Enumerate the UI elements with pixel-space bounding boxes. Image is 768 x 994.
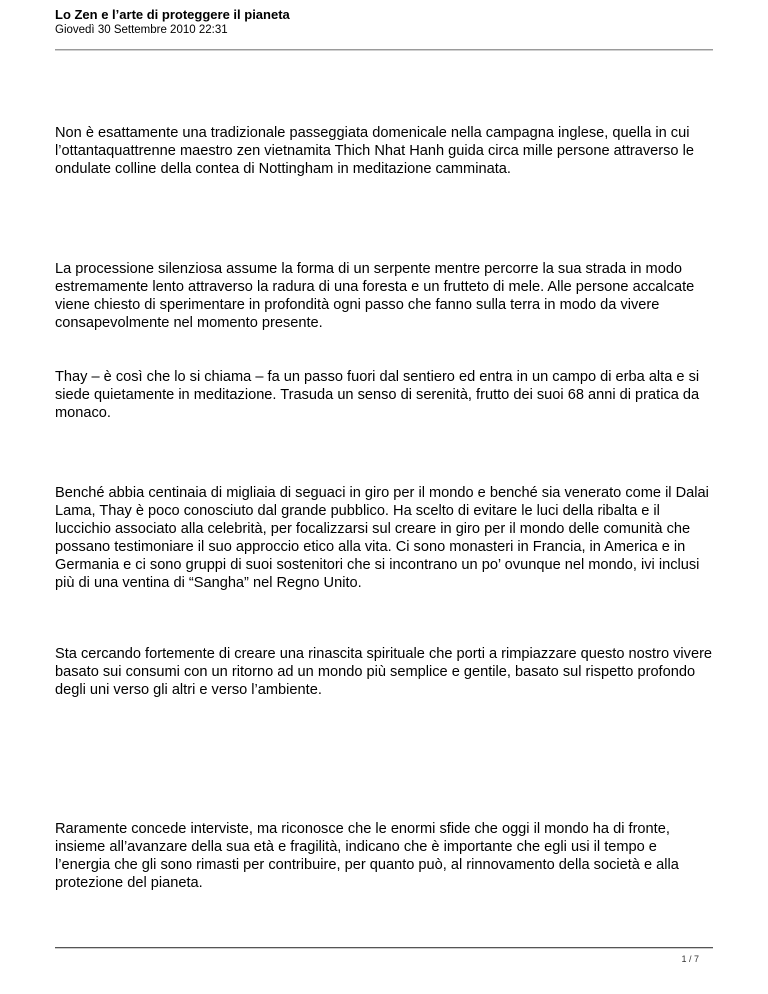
article-paragraph-5: Sta cercando fortemente di creare una rinascita spirituale che porti a rimpiazzare questo nostro vivere basato sui consumi con un ritorno ad un mondo più semplice e gentile, basato sul rispetto profondo degli uni verso gli altri e verso l’ambiente. bbox=[55, 646, 713, 698]
document-title: Lo Zen e l’arte di proteggere il pianeta bbox=[55, 7, 290, 22]
article-paragraph-4: Benché abbia centinaia di migliaia di seguaci in giro per il mondo e benché sia venerato come il Dalai Lama, Thay è poco conosciuto dal grande pubblico. Ha scelto di evitare le luci della ribalta e il luccichio associato alla celebrità, per focalizzarsi sul creare in giro per il mondo delle comunità che possano testimoniare il suo approccio etico alla vita. Ci sono monasteri in Francia, in America e in Germania e ci sono gruppi di suoi sostenitori che si incontrano un po’ ovunque nel mondo, ivi inclusi più di una ventina di “Sangha” nel Regno Unito. bbox=[55, 485, 709, 591]
page-number: 1 / 7 bbox=[681, 954, 699, 964]
article-paragraph-3: Thay – è così che lo si chiama – fa un passo fuori dal sentiero ed entra in un campo di erba alta e si siede quietamente in meditazione. Trasuda un senso di serenità, frutto dei suoi 68 anni di pratica da monaco. bbox=[55, 369, 700, 421]
page-header bbox=[55, 6, 713, 38]
header-divider bbox=[55, 49, 713, 51]
publish-date: Giovedì 30 Settembre 2010 22:31 bbox=[55, 24, 228, 36]
footer-divider bbox=[55, 947, 713, 949]
article-paragraph-6: Raramente concede interviste, ma riconosce che le enormi sfide che oggi il mondo ha di fronte, insieme all’avanzare della sua età e fragilità, indicano che è importante che egli usi il tempo e l’energia che gli sono rimasti per contribuire, per quanto può, al rinnovamento della società e alla protezione del pianeta. bbox=[55, 821, 679, 891]
article-paragraph-1: Non è esattamente una tradizionale passeggiata domenicale nella campagna inglese, quella in cui l’ottantaquattrenne maestro zen vietnamita Thich Nhat Hanh guida circa mille persone attraverso le ondulate colline della contea di Nottingham in meditazione camminata. bbox=[55, 125, 694, 177]
article-paragraph-2: La processione silenziosa assume la forma di un serpente mentre percorre la sua strada in modo estremamente lento attraverso la radura di una foresta e un frutteto di mele. Alle persone accalcate viene chiesto di sperimentare in profondità ogni passo che fanno sulla terra in modo da vivere consapevolmente nel momento presente. bbox=[55, 261, 695, 331]
